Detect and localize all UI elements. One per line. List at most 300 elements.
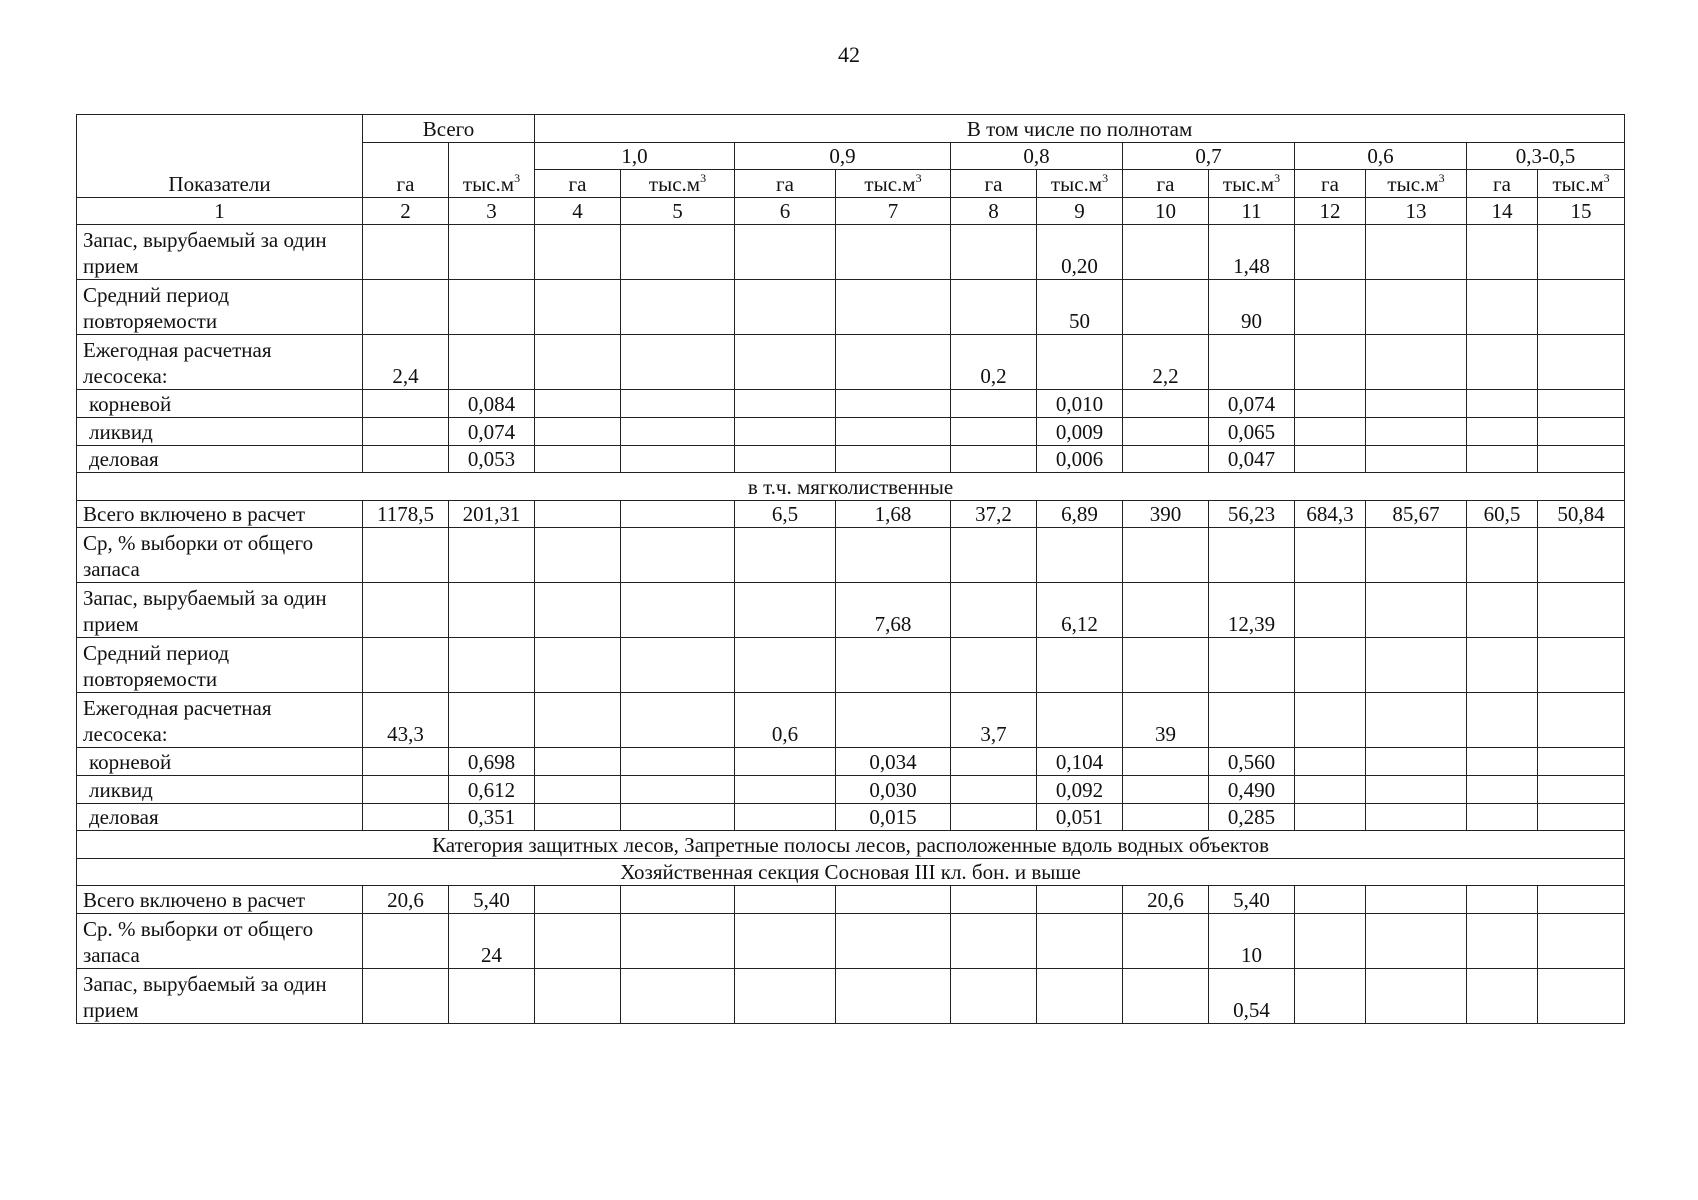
table-cell (449, 225, 535, 280)
table-cell (951, 968, 1037, 1023)
table-cell (735, 803, 836, 831)
table-cell (1123, 913, 1209, 968)
table-cell: 0,051 (1037, 803, 1123, 831)
table-cell (535, 638, 621, 693)
table-cell (836, 445, 951, 473)
column-number: 3 (449, 197, 535, 225)
table-cell (836, 913, 951, 968)
section-row (77, 473, 1625, 501)
unit-volume-label: тыс.м (648, 171, 701, 196)
table-cell (1366, 583, 1467, 638)
table-cell: 24 (449, 913, 535, 968)
table-cell (1467, 886, 1538, 914)
table-cell (735, 335, 836, 390)
table-row (77, 693, 1625, 748)
table-cell: 0,104 (1037, 748, 1123, 776)
table-cell: 90 (1209, 280, 1295, 335)
table-row (77, 638, 1625, 693)
table-cell (363, 803, 449, 831)
table-cell (1467, 280, 1538, 335)
density-ha-header (1123, 170, 1209, 198)
table-cell (836, 335, 951, 390)
table-cell (535, 968, 621, 1023)
table-cell (1366, 693, 1467, 748)
table-cell (1295, 693, 1366, 748)
table-cell (363, 968, 449, 1023)
total-ha-header (363, 142, 449, 197)
table-cell (363, 583, 449, 638)
column-number: 14 (1467, 197, 1538, 225)
unit-volume-label: тыс.м (864, 171, 916, 196)
table-cell (1037, 335, 1123, 390)
table-cell (735, 583, 836, 638)
table-row (77, 390, 1625, 418)
density-volume-header (1209, 170, 1295, 198)
density-ha-header (951, 170, 1037, 198)
table-cell (535, 528, 621, 583)
table-cell: 390 (1123, 500, 1209, 528)
table-cell: 5,40 (1209, 886, 1295, 914)
table-cell: 43,3 (363, 693, 449, 748)
row-label: Запас, вырубаемый за один прием (77, 225, 363, 280)
table-row (77, 225, 1625, 280)
section-title: Категория защитных лесов, Запретные полосы лесов, расположенные вдоль водных объектов (77, 831, 1625, 859)
table-cell (1123, 390, 1209, 418)
table-cell (535, 417, 621, 445)
total-header: Всего (363, 115, 535, 143)
table-cell (449, 528, 535, 583)
table-cell (1295, 775, 1366, 803)
table-cell (1123, 968, 1209, 1023)
unit-ha-label: га (1156, 171, 1175, 196)
table-cell (735, 913, 836, 968)
column-number: 4 (535, 197, 621, 225)
table-cell: 0,351 (449, 803, 535, 831)
table-cell (735, 638, 836, 693)
table-cell (621, 583, 735, 638)
table-cell (836, 968, 951, 1023)
table-cell (1295, 913, 1366, 968)
table-cell (1366, 968, 1467, 1023)
table-cell (363, 280, 449, 335)
table-cell (1037, 693, 1123, 748)
unit-volume-label: тыс.м (462, 171, 515, 196)
table-cell (1366, 335, 1467, 390)
table-cell (1209, 528, 1295, 583)
table-cell: 10 (1209, 913, 1295, 968)
table-cell (1467, 528, 1538, 583)
table-cell (1295, 417, 1366, 445)
table-cell (1295, 528, 1366, 583)
table-cell: 0,010 (1037, 390, 1123, 418)
table-cell (836, 638, 951, 693)
column-number: 11 (1209, 197, 1295, 225)
table-cell (1538, 390, 1625, 418)
density-header: 0,3-0,5 (1467, 142, 1625, 170)
table-cell: 6,89 (1037, 500, 1123, 528)
column-number-row (77, 197, 1625, 225)
table-cell (735, 445, 836, 473)
table-cell: 0,698 (449, 748, 535, 776)
table-cell: 0,009 (1037, 417, 1123, 445)
row-label: Ср. % выборки от общего запаса (77, 913, 363, 968)
table-cell: 201,31 (449, 500, 535, 528)
unit-ha-label: га (1321, 171, 1339, 196)
column-number: 6 (735, 197, 836, 225)
table-cell (951, 913, 1037, 968)
table-cell (1467, 417, 1538, 445)
table-cell (363, 445, 449, 473)
table-cell (1366, 225, 1467, 280)
table-cell (449, 280, 535, 335)
table-cell: 2,4 (363, 335, 449, 390)
table-cell (1209, 335, 1295, 390)
table-cell (1467, 775, 1538, 803)
table-cell (535, 583, 621, 638)
table-cell (621, 886, 735, 914)
table-cell: 1,48 (1209, 225, 1295, 280)
density-ha-header (535, 170, 621, 198)
table-cell (449, 968, 535, 1023)
table-cell (1123, 225, 1209, 280)
density-header: 0,9 (735, 142, 951, 170)
table-row (77, 280, 1625, 335)
table-cell (1295, 968, 1366, 1023)
total-volume-header (449, 142, 535, 197)
table-cell (363, 748, 449, 776)
table-cell (1538, 886, 1625, 914)
table-cell (951, 528, 1037, 583)
table-cell: 0,074 (1209, 390, 1295, 418)
table-cell (1538, 583, 1625, 638)
table-cell (535, 280, 621, 335)
table-row (77, 968, 1625, 1023)
table-cell: 1,68 (836, 500, 951, 528)
table-cell: 2,2 (1123, 335, 1209, 390)
unit-volume-label: тыс.м (1387, 171, 1439, 196)
table-cell (1538, 638, 1625, 693)
table-cell: 0,092 (1037, 775, 1123, 803)
table-cell (1123, 638, 1209, 693)
table-cell (621, 417, 735, 445)
table-cell: 0,6 (735, 693, 836, 748)
table-cell: 0,047 (1209, 445, 1295, 473)
table-cell: 6,5 (735, 500, 836, 528)
table-cell (1366, 803, 1467, 831)
table-cell (535, 500, 621, 528)
row-label: Ср, % выборки от общего запаса (77, 528, 363, 583)
table-cell (621, 280, 735, 335)
by-density-header: В том числе по полнотам (535, 115, 1625, 143)
table-cell (951, 225, 1037, 280)
table-cell (1295, 583, 1366, 638)
table-cell (1123, 583, 1209, 638)
indicators-header: Показатели (77, 115, 363, 198)
table-cell (621, 335, 735, 390)
table-cell (1295, 335, 1366, 390)
table-cell (951, 886, 1037, 914)
row-label: Средний период повторяемости (77, 638, 363, 693)
unit-volume-exponent: 3 (514, 170, 521, 185)
table-cell (735, 968, 836, 1023)
table-cell (735, 886, 836, 914)
table-cell (1538, 225, 1625, 280)
row-label: деловая (77, 445, 363, 473)
table-cell (1209, 638, 1295, 693)
table-cell (836, 886, 951, 914)
table-cell (1123, 528, 1209, 583)
table-cell: 0,560 (1209, 748, 1295, 776)
table-cell (1295, 638, 1366, 693)
table-cell: 0,006 (1037, 445, 1123, 473)
row-label: Запас, вырубаемый за один прием (77, 968, 363, 1023)
section-title: в т.ч. мягколиственные (77, 473, 1625, 501)
table-cell: 7,68 (836, 583, 951, 638)
table-cell (1538, 913, 1625, 968)
table-cell (1467, 335, 1538, 390)
table-cell (1037, 528, 1123, 583)
table-body (77, 225, 1625, 1024)
table-cell (1538, 335, 1625, 390)
row-label: Средний период повторяемости (77, 280, 363, 335)
table-cell (363, 225, 449, 280)
table-cell (1538, 280, 1625, 335)
table-cell (1467, 693, 1538, 748)
table-cell: 0,285 (1209, 803, 1295, 831)
table-cell: 6,12 (1037, 583, 1123, 638)
density-ha-header (1295, 170, 1366, 198)
table-cell (1295, 445, 1366, 473)
table-cell: 0,2 (951, 335, 1037, 390)
column-number: 2 (363, 197, 449, 225)
row-label: Всего включено в расчет (77, 886, 363, 914)
table-cell (621, 968, 735, 1023)
table-cell (535, 693, 621, 748)
table-cell (1037, 913, 1123, 968)
table-cell (1295, 390, 1366, 418)
table-cell (1538, 445, 1625, 473)
table-cell: 37,2 (951, 500, 1037, 528)
table-cell (735, 775, 836, 803)
table-cell: 0,053 (449, 445, 535, 473)
table-cell (1123, 748, 1209, 776)
table-cell (621, 500, 735, 528)
table-cell (1295, 886, 1366, 914)
table-cell (951, 748, 1037, 776)
density-header: 0,8 (951, 142, 1123, 170)
density-volume-header (1037, 170, 1123, 198)
table-cell (621, 528, 735, 583)
column-number: 12 (1295, 197, 1366, 225)
table-row (77, 528, 1625, 583)
table-cell: 60,5 (1467, 500, 1538, 528)
table-cell (1123, 803, 1209, 831)
unit-ha-label: га (984, 171, 1003, 196)
table-cell (1209, 693, 1295, 748)
column-number: 13 (1366, 197, 1467, 225)
table-cell (1366, 528, 1467, 583)
table-cell: 20,6 (1123, 886, 1209, 914)
table-cell (1037, 886, 1123, 914)
column-number: 7 (836, 197, 951, 225)
table-cell (951, 280, 1037, 335)
table-cell (1467, 390, 1538, 418)
row-label: корневой (77, 748, 363, 776)
table-cell: 50,84 (1538, 500, 1625, 528)
table-row (77, 803, 1625, 831)
table-cell: 39 (1123, 693, 1209, 748)
table-cell (1123, 445, 1209, 473)
table-cell (449, 638, 535, 693)
row-label: Запас, вырубаемый за один прием (77, 583, 363, 638)
table-cell (363, 528, 449, 583)
column-number: 1 (77, 197, 363, 225)
table-cell (951, 775, 1037, 803)
table-cell: 0,084 (449, 390, 535, 418)
table-cell (1366, 638, 1467, 693)
table-cell: 0,074 (449, 417, 535, 445)
density-volume-header (836, 170, 951, 198)
row-label: Ежегодная расчетная лесосека: (77, 693, 363, 748)
table-cell (535, 748, 621, 776)
table-cell (1467, 225, 1538, 280)
unit-volume-exponent: 3 (700, 170, 707, 185)
table-cell (1366, 280, 1467, 335)
section-row (77, 858, 1625, 886)
table-cell (1538, 528, 1625, 583)
row-label: Ежегодная расчетная лесосека: (77, 335, 363, 390)
forest-allocation-table (76, 114, 1625, 1024)
table-cell (951, 445, 1037, 473)
page-number: 42 (838, 42, 860, 67)
unit-volume-exponent: 3 (1438, 170, 1445, 185)
unit-volume-exponent: 3 (1102, 170, 1109, 185)
table-cell (621, 913, 735, 968)
table-cell (1366, 886, 1467, 914)
unit-volume-exponent: 3 (1274, 170, 1281, 185)
table-cell (735, 748, 836, 776)
table-cell (535, 886, 621, 914)
density-header: 0,6 (1295, 142, 1467, 170)
row-label: ликвид (77, 417, 363, 445)
table-cell: 0,612 (449, 775, 535, 803)
table-row (77, 775, 1625, 803)
table-cell (1366, 913, 1467, 968)
table-cell (363, 775, 449, 803)
table-cell (951, 390, 1037, 418)
row-label: Всего включено в расчет (77, 500, 363, 528)
table-cell: 0,20 (1037, 225, 1123, 280)
table-cell (1467, 968, 1538, 1023)
unit-volume-label: тыс.м (1552, 171, 1604, 196)
table-cell (1295, 748, 1366, 776)
table-cell: 12,39 (1209, 583, 1295, 638)
table-cell (621, 693, 735, 748)
table-row (77, 583, 1625, 638)
table-cell (735, 280, 836, 335)
table-cell (1366, 775, 1467, 803)
table-cell (1037, 968, 1123, 1023)
row-label: ликвид (77, 775, 363, 803)
table-cell (1123, 280, 1209, 335)
table-cell (1538, 417, 1625, 445)
table-cell (1123, 775, 1209, 803)
unit-volume-label: тыс.м (1222, 171, 1275, 196)
table-row (77, 886, 1625, 914)
table-cell (735, 390, 836, 418)
table-row (77, 748, 1625, 776)
table-cell (836, 280, 951, 335)
table-cell (449, 335, 535, 390)
table-cell (735, 225, 836, 280)
table-cell: 5,40 (449, 886, 535, 914)
density-header: 1,0 (535, 142, 735, 170)
section-title: Хозяйственная секция Сосновая III кл. бон. и выше (77, 858, 1625, 886)
table-cell: 85,67 (1366, 500, 1467, 528)
row-label: корневой (77, 390, 363, 418)
unit-volume-label: тыс.м (1050, 171, 1103, 196)
density-header: 0,7 (1123, 142, 1295, 170)
table-cell (621, 638, 735, 693)
table-cell (535, 335, 621, 390)
table-cell (1366, 390, 1467, 418)
density-volume-header (1538, 170, 1625, 198)
table-cell (535, 445, 621, 473)
table-cell (951, 803, 1037, 831)
table-cell: 1178,5 (363, 500, 449, 528)
table-cell (535, 225, 621, 280)
section-row (77, 831, 1625, 859)
table-cell (951, 417, 1037, 445)
table-cell (1538, 693, 1625, 748)
table-cell (836, 693, 951, 748)
table-cell (621, 748, 735, 776)
table-cell: 50 (1037, 280, 1123, 335)
column-number: 15 (1538, 197, 1625, 225)
column-number: 8 (951, 197, 1037, 225)
table-row (77, 417, 1625, 445)
table-cell (621, 445, 735, 473)
unit-volume-exponent: 3 (1603, 170, 1610, 185)
table-cell (735, 528, 836, 583)
table-cell (951, 638, 1037, 693)
row-label: деловая (77, 803, 363, 831)
unit-ha-label: га (776, 171, 794, 196)
unit-ha-label: га (396, 171, 415, 196)
table-cell (621, 225, 735, 280)
table-cell (1467, 445, 1538, 473)
table-cell (1538, 803, 1625, 831)
table-cell (836, 390, 951, 418)
table-cell (1366, 417, 1467, 445)
table-cell: 56,23 (1209, 500, 1295, 528)
table-cell (1037, 638, 1123, 693)
table-row (77, 335, 1625, 390)
table-cell (1467, 803, 1538, 831)
table-cell (449, 693, 535, 748)
table-cell (621, 775, 735, 803)
unit-volume-exponent: 3 (915, 170, 922, 185)
table-cell (363, 417, 449, 445)
column-number: 9 (1037, 197, 1123, 225)
table-cell: 0,490 (1209, 775, 1295, 803)
table-cell (535, 775, 621, 803)
table-cell (735, 417, 836, 445)
table-cell (449, 583, 535, 638)
table-cell (836, 225, 951, 280)
table-row (77, 445, 1625, 473)
table-cell (363, 913, 449, 968)
